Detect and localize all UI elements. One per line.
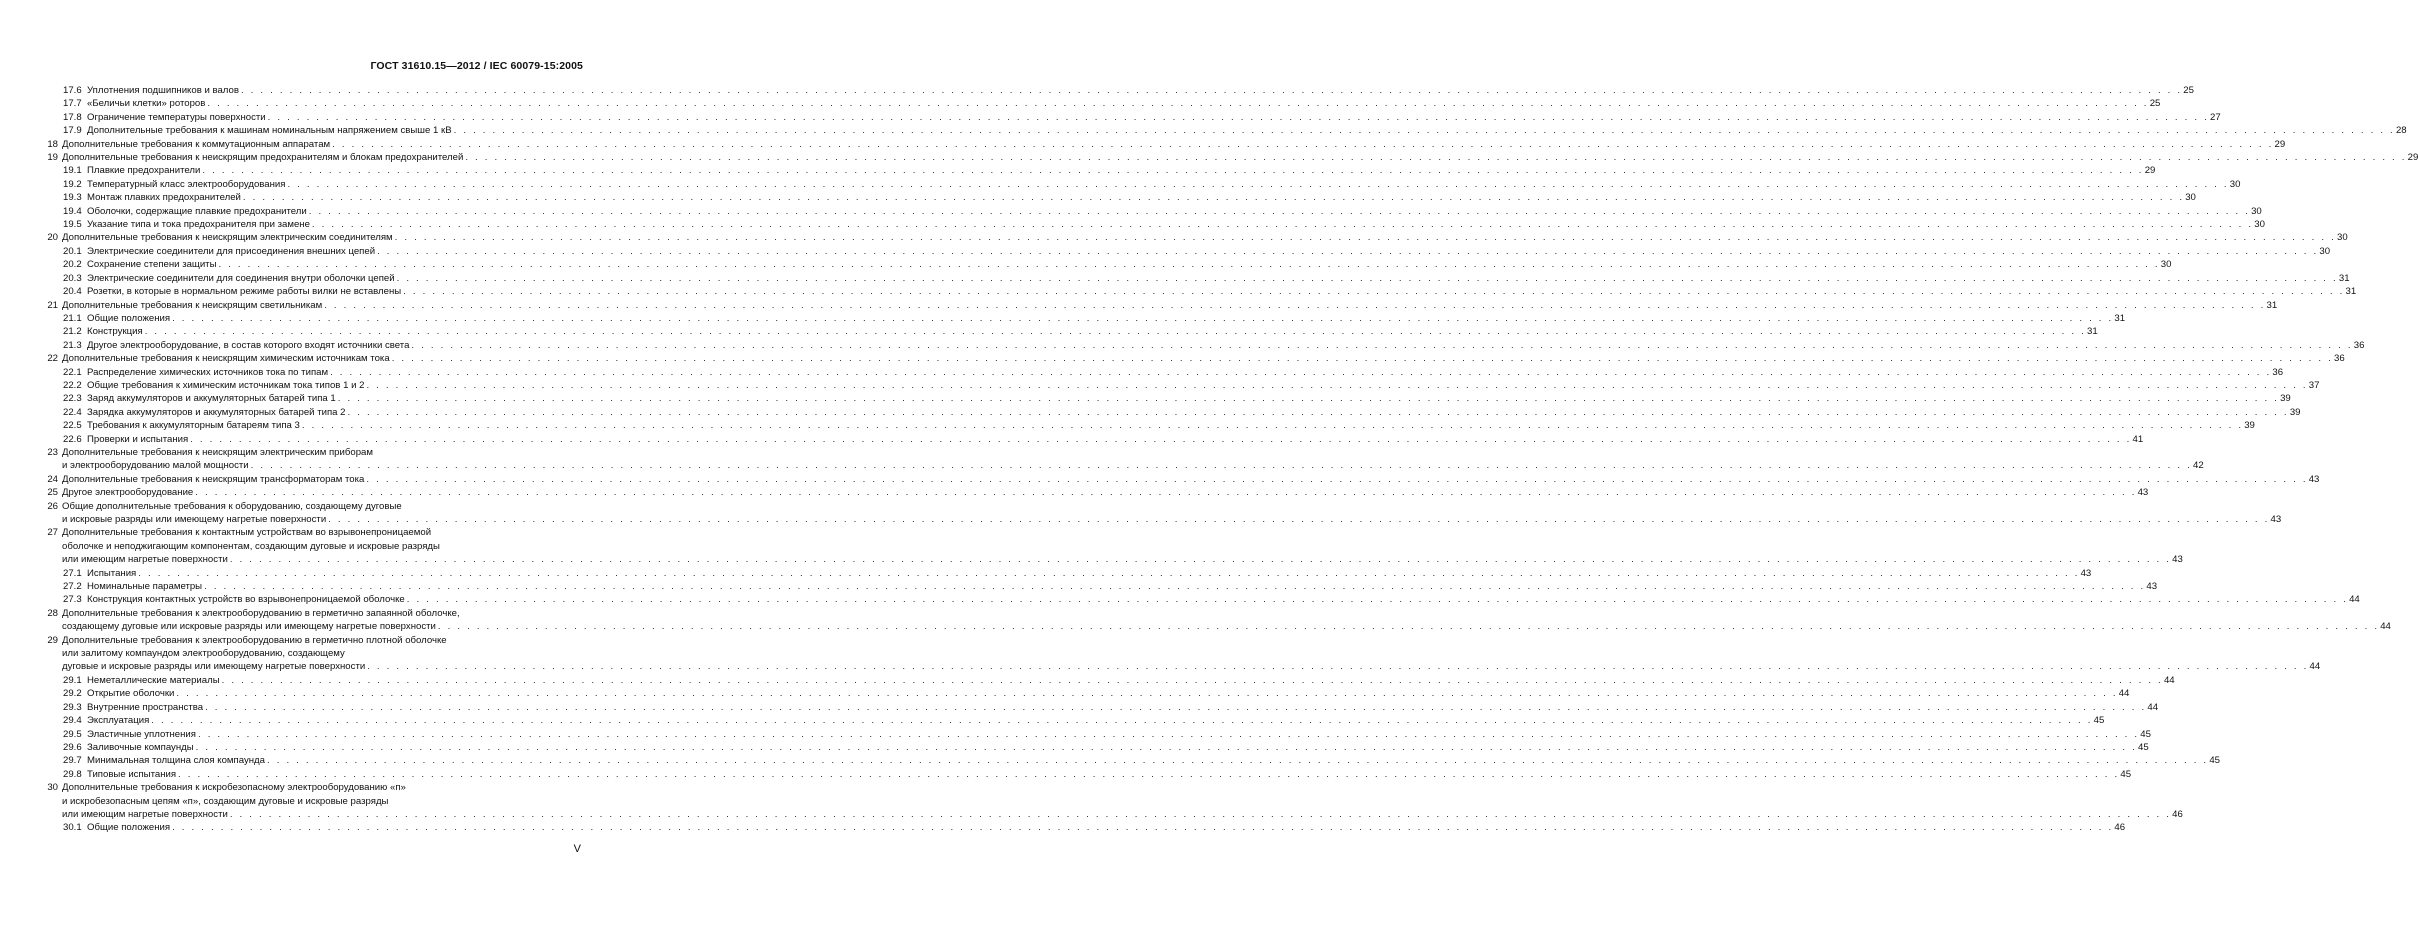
toc-entry-title-line: Дополнительные требования к коммутационным аппаратам: [62, 138, 331, 150]
toc-entry-title-line: Дополнительные требования к неискрящим электрическим соединителям: [62, 232, 393, 244]
toc-entry-title-line: Заливочные компаунды: [87, 741, 194, 753]
toc-leader-dots: . . . . . . . . . . . . . . . . . . . . . . . . . . . . . . . . . . . . . . . . . . . . . . . . . . . . . . . . . . . . . . . . . . . . . . . . . . . . . . . . . . . . . . . . . . . . . . . . . . . . . . . . . . . . . . . . . . . . . . . . . . . . . . . . . . . . . . . . . . . . . . . . . . . . . . . . . . . . . . . . . . . . . . . . . . . . . . . . . . . . . . . . . . . . . . . . . . . . . . . .: [437, 621, 2380, 633]
toc-leader-dots: . . . . . . . . . . . . . . . . . . . . . . . . . . . . . . . . . . . . . . . . . . . . . . . . . . . . . . . . . . . . . . . . . . . . . . . . . . . . . . . . . . . . . . . . . . . . . . . . . . . . . . . . . . . . . . . . . . . . . . . . . . . . . . . . . . . . . . . . . . . . . . . . . . . . . . . . . . . . . . . . . . . . . . . . . . . . . . . . . . . . . . . . . . . . . . . . . . . . . . . .: [465, 152, 2407, 164]
toc-entry: [38, 473, 2320, 486]
toc-entry-title-line: Электрические соединители для соединения внутри оболочки цепей: [87, 272, 395, 284]
toc-entry: [38, 754, 2220, 767]
toc-entry-page: 29: [2144, 165, 2156, 177]
toc-entry-title-line: и искровые разряды или имеющему нагретые поверхности: [62, 514, 327, 525]
toc-entry: [38, 580, 2158, 593]
toc-entry-number: 19.3: [63, 192, 82, 204]
toc-entry: [38, 84, 2194, 97]
toc-entry-page: 37: [2308, 379, 2320, 391]
toc-entry: [38, 768, 2132, 781]
toc-leader-dots: . . . . . . . . . . . . . . . . . . . . . . . . . . . . . . . . . . . . . . . . . . . . . . . . . . . . . . . . . . . . . . . . . . . . . . . . . . . . . . . . . . . . . . . . . . . . . . . . . . . . . . . . . . . . . . . . . . . . . . . . . . . . . . . . . . . . . . . . . . . . . . . . . . . . . . . . . . . . . . . . . . . . . . . . . . . . . . . . . . . . . . . . . . . . . . . . . . . . . . . .: [332, 138, 2274, 150]
toc-entry-page: 31: [2087, 326, 2098, 338]
toc-leader-dots: . . . . . . . . . . . . . . . . . . . . . . . . . . . . . . . . . . . . . . . . . . . . . . . . . . . . . . . . . . . . . . . . . . . . . . . . . . . . . . . . . . . . . . . . . . . . . . . . . . . . . . . . . . . . . . . . . . . . . . . . . . . . . . . . . . . . . . . . . . . . . . . . . . . . . . . . . . . . . . . . . . . . . . . . . . . . . . . . . . . . . . . . . . . . . . . . . . . . . . . .: [308, 205, 2251, 217]
toc-entry-page: 31: [2338, 272, 2350, 284]
toc-leader-dots: . . . . . . . . . . . . . . . . . . . . . . . . . . . . . . . . . . . . . . . . . . . . . . . . . . . . . . . . . . . . . . . . . . . . . . . . . . . . . . . . . . . . . . . . . . . . . . . . . . . . . . . . . . . . . . . . . . . . . . . . . . . . . . . . . . . . . . . . . . . . . . . . . . . . . . . . . . . . . . . . . . . . . . . . . . . . . . . . . . . . . . . . . . . . . . . . . . . . . . . .: [178, 768, 2120, 780]
toc-leader-dots: . . . . . . . . . . . . . . . . . . . . . . . . . . . . . . . . . . . . . . . . . . . . . . . . . . . . . . . . . . . . . . . . . . . . . . . . . . . . . . . . . . . . . . . . . . . . . . . . . . . . . . . . . . . . . . . . . . . . . . . . . . . . . . . . . . . . . . . . . . . . . . . . . . . . . . . . . . . . . . . . . . . . . . . . . . . . . . . . . . . . . . . . . . . . . . . . . . . . . . . .: [229, 554, 2172, 566]
toc-leader-dots: . . . . . . . . . . . . . . . . . . . . . . . . . . . . . . . . . . . . . . . . . . . . . . . . . . . . . . . . . . . . . . . . . . . . . . . . . . . . . . . . . . . . . . . . . . . . . . . . . . . . . . . . . . . . . . . . . . . . . . . . . . . . . . . . . . . . . . . . . . . . . . . . . . . . . . . . . . . . . . . . . . . . . . . . . . . . . . . . . . . . . . . . . . . . . . . . . . . . . . . .: [394, 232, 2336, 244]
toc-leader-dots: . . . . . . . . . . . . . . . . . . . . . . . . . . . . . . . . . . . . . . . . . . . . . . . . . . . . . . . . . . . . . . . . . . . . . . . . . . . . . . . . . . . . . . . . . . . . . . . . . . . . . . . . . . . . . . . . . . . . . . . . . . . . . . . . . . . . . . . . . . . . . . . . . . . . . . . . . . . . . . . . . . . . . . . . . . . . . . . . . . . . . . . . . . . . . . . . . . . . . . . .: [144, 326, 2087, 338]
toc-entry-number: 29.8: [63, 768, 82, 780]
toc-entry-number: 27.2: [63, 581, 82, 593]
toc-entry-page: 31: [2266, 299, 2278, 311]
toc-leader-dots: . . . . . . . . . . . . . . . . . . . . . . . . . . . . . . . . . . . . . . . . . . . . . . . . . . . . . . . . . . . . . . . . . . . . . . . . . . . . . . . . . . . . . . . . . . . . . . . . . . . . . . . . . . . . . . . . . . . . . . . . . . . . . . . . . . . . . . . . . . . . . . . . . . . . . . . . . . . . . . . . . . . . . . . . . . . . . . . . . . . . . . . . . . . . . . . . . . . . . . . .: [190, 433, 2132, 445]
toc-entry: [38, 728, 2151, 741]
toc-leader-dots: . . . . . . . . . . . . . . . . . . . . . . . . . . . . . . . . . . . . . . . . . . . . . . . . . . . . . . . . . . . . . . . . . . . . . . . . . . . . . . . . . . . . . . . . . . . . . . . . . . . . . . . . . . . . . . . . . . . . . . . . . . . . . . . . . . . . . . . . . . . . . . . . . . . . . . . . . . . . . . . . . . . . . . . . . . . . . . . . . . . . . . . . . . . . . . . . . . . . . . . .: [197, 728, 2140, 740]
toc-entry-page: 43: [2172, 554, 2183, 566]
toc-entry-title-line: Дополнительные требования к искробезопасному электрооборудованию «п»: [62, 782, 406, 794]
toc-entry-number: 20.2: [63, 259, 82, 271]
toc-entry: [38, 218, 2265, 231]
toc-entry-page: 25: [2183, 85, 2194, 96]
toc-entry-page: 39: [2280, 393, 2291, 405]
toc-entry-title-line: Общие дополнительные требования к оборудованию, создающему дуговые: [62, 500, 402, 512]
toc-leader-dots: . . . . . . . . . . . . . . . . . . . . . . . . . . . . . . . . . . . . . . . . . . . . . . . . . . . . . . . . . . . . . . . . . . . . . . . . . . . . . . . . . . . . . . . . . . . . . . . . . . . . . . . . . . . . . . . . . . . . . . . . . . . . . . . . . . . . . . . . . . . . . . . . . . . . . . . . . . . . . . . . . . . . . . . . . . . . . . . . . . . . . . . . . . . . . . . . . . . . . . . .: [324, 299, 2266, 311]
toc-entry-number: 20: [47, 232, 58, 244]
toc-entry-number: 22.3: [63, 393, 82, 405]
toc-entry: [38, 821, 2126, 834]
toc-leader-dots: . . . . . . . . . . . . . . . . . . . . . . . . . . . . . . . . . . . . . . . . . . . . . . . . . . . . . . . . . . . . . . . . . . . . . . . . . . . . . . . . . . . . . . . . . . . . . . . . . . . . . . . . . . . . . . . . . . . . . . . . . . . . . . . . . . . . . . . . . . . . . . . . . . . . . . . . . . . . . . . . . . . . . . . . . . . . . . . . . . . . . . . . . . . . . . . . . . . . . . . .: [229, 808, 2172, 820]
toc-leader-dots: . . . . . . . . . . . . . . . . . . . . . . . . . . . . . . . . . . . . . . . . . . . . . . . . . . . . . . . . . . . . . . . . . . . . . . . . . . . . . . . . . . . . . . . . . . . . . . . . . . . . . . . . . . . . . . . . . . . . . . . . . . . . . . . . . . . . . . . . . . . . . . . . . . . . . . . . . . . . . . . . . . . . . . . . . . . . . . . . . . . . . . . . . . . . . . . . . . . . . . . .: [205, 701, 2147, 713]
toc-entry-page: 44: [2118, 688, 2130, 700]
toc-entry-title-line: или залитому компаундом электрооборудованию, создающему: [62, 648, 345, 660]
toc-entry-page: 31: [2114, 312, 2126, 324]
toc-leader-dots: . . . . . . . . . . . . . . . . . . . . . . . . . . . . . . . . . . . . . . . . . . . . . . . . . . . . . . . . . . . . . . . . . . . . . . . . . . . . . . . . . . . . . . . . . . . . . . . . . . . . . . . . . . . . . . . . . . . . . . . . . . . . . . . . . . . . . . . . . . . . . . . . . . . . . . . . . . . . . . . . . . . . . . . . . . . . . . . . . . . . . . . . . . . . . . . . . . . . . . . .: [267, 111, 2209, 123]
toc-entry-page: 44: [2163, 674, 2175, 686]
toc-entry-title-line: Дополнительные требования к неискрящим химическим источникам тока: [62, 353, 390, 365]
toc-entry-number: 30.1: [63, 822, 82, 834]
toc-entry-title-line: Испытания: [87, 567, 137, 579]
toc-entry-number: 19: [47, 152, 58, 164]
toc-entry-title-line: Оболочки, содержащие плавкие предохранители: [87, 205, 307, 217]
toc-entry: [38, 97, 2161, 110]
toc-entry-page: 29: [2274, 138, 2286, 150]
toc-entry-page: 36: [2353, 339, 2365, 351]
toc-entry: [38, 151, 2418, 164]
toc-entry-title-line: Конструкция: [87, 326, 143, 338]
toc-leader-dots: . . . . . . . . . . . . . . . . . . . . . . . . . . . . . . . . . . . . . . . . . . . . . . . . . . . . . . . . . . . . . . . . . . . . . . . . . . . . . . . . . . . . . . . . . . . . . . . . . . . . . . . . . . . . . . . . . . . . . . . . . . . . . . . . . . . . . . . . . . . . . . . . . . . . . . . . . . . . . . . . . . . . . . . . . . . . . . . . . . . . . . . . . . . . . . . . . . . . . . . .: [301, 420, 2244, 432]
toc-entry-page: 30: [2185, 192, 2196, 204]
toc-entry-page: 36: [2334, 353, 2345, 365]
toc-entry-title-line: Ограничение температуры поверхности: [87, 111, 266, 123]
toc-entry-page: 43: [2080, 567, 2092, 579]
toc-entry-title-line: Дополнительные требования к неискрящим электрическим приборам: [62, 446, 373, 458]
toc-leader-dots: . . . . . . . . . . . . . . . . . . . . . . . . . . . . . . . . . . . . . . . . . . . . . . . . . . . . . . . . . . . . . . . . . . . . . . . . . . . . . . . . . . . . . . . . . . . . . . . . . . . . . . . . . . . . . . . . . . . . . . . . . . . . . . . . . . . . . . . . . . . . . . . . . . . . . . . . . . . . . . . . . . . . . . . . . . . . . . . . . . . . . . . . . . . . . . . . . . . . . . . .: [367, 661, 2309, 673]
toc-entry-page: 44: [2309, 661, 2321, 673]
toc-leader-dots: . . . . . . . . . . . . . . . . . . . . . . . . . . . . . . . . . . . . . . . . . . . . . . . . . . . . . . . . . . . . . . . . . . . . . . . . . . . . . . . . . . . . . . . . . . . . . . . . . . . . . . . . . . . . . . . . . . . . . . . . . . . . . . . . . . . . . . . . . . . . . . . . . . . . . . . . . . . . . . . . . . . . . . . . . . . . . . . . . . . . . . . . . . . . . . . . . . . . . . . .: [172, 312, 2114, 324]
toc-entry: [38, 245, 2331, 258]
toc-entry-number: 28: [47, 607, 58, 619]
toc-entry-page: 44: [2349, 594, 2360, 606]
toc-leader-dots: . . . . . . . . . . . . . . . . . . . . . . . . . . . . . . . . . . . . . . . . . . . . . . . . . . . . . . . . . . . . . . . . . . . . . . . . . . . . . . . . . . . . . . . . . . . . . . . . . . . . . . . . . . . . . . . . . . . . . . . . . . . . . . . . . . . . . . . . . . . . . . . . . . . . . . . . . . . . . . . . . . . . . . . . . . . . . . . . . . . . . . . . . . . . . . . . . . . . . . . .: [266, 755, 2209, 767]
toc-entry-page: 25: [2149, 98, 2161, 110]
toc-entry: [38, 352, 2345, 365]
toc-leader-dots: . . . . . . . . . . . . . . . . . . . . . . . . . . . . . . . . . . . . . . . . . . . . . . . . . . . . . . . . . . . . . . . . . . . . . . . . . . . . . . . . . . . . . . . . . . . . . . . . . . . . . . . . . . . . . . . . . . . . . . . . . . . . . . . . . . . . . . . . . . . . . . . . . . . . . . . . . . . . . . . . . . . . . . . . . . . . . . . . . . . . . . . . . . . . . . . . . . . . . . . .: [207, 98, 2149, 110]
toc-entry: [38, 419, 2255, 432]
toc-entry: [38, 634, 2321, 674]
toc-entry-number: 17.9: [63, 125, 82, 137]
toc-entry-title-line: Температурный класс электрооборудования: [87, 178, 286, 190]
toc-entry-page: 42: [2193, 460, 2204, 472]
toc-entry-number: 19.2: [63, 178, 82, 190]
toc-entry-number: 21.3: [63, 339, 82, 351]
toc-entry: [38, 205, 2262, 218]
toc-entry-title-line: Плавкие предохранители: [87, 165, 201, 177]
toc-entry-title-line: Проверки и испытания: [87, 433, 189, 445]
toc-entry-title-line: Указание типа и тока предохранителя при замене: [87, 219, 310, 231]
toc-entry-title-line: Дополнительные требования к электрооборудованию в герметично запаянной оболочке,: [62, 607, 460, 619]
toc-entry: [38, 299, 2278, 312]
toc-entry-page: 45: [2140, 728, 2151, 740]
toc-entry-number: 29.1: [63, 674, 82, 686]
toc-entry: [38, 741, 2149, 754]
toc-leader-dots: . . . . . . . . . . . . . . . . . . . . . . . . . . . . . . . . . . . . . . . . . . . . . . . . . . . . . . . . . . . . . . . . . . . . . . . . . . . . . . . . . . . . . . . . . . . . . . . . . . . . . . . . . . . . . . . . . . . . . . . . . . . . . . . . . . . . . . . . . . . . . . . . . . . . . . . . . . . . . . . . . . . . . . . . . . . . . . . . . . . . . . . . . . . . . . . . . . . . . . . .: [221, 674, 2163, 686]
toc-entry-page: 45: [2093, 715, 2105, 727]
toc-entry-page: 44: [2380, 621, 2391, 633]
toc-leader-dots: . . . . . . . . . . . . . . . . . . . . . . . . . . . . . . . . . . . . . . . . . . . . . . . . . . . . . . . . . . . . . . . . . . . . . . . . . . . . . . . . . . . . . . . . . . . . . . . . . . . . . . . . . . . . . . . . . . . . . . . . . . . . . . . . . . . . . . . . . . . . . . . . . . . . . . . . . . . . . . . . . . . . . . . . . . . . . . . . . . . . . . . . . . . . . . . . . . . . . . . .: [396, 272, 2338, 284]
toc-entry-number: 22.5: [63, 420, 82, 432]
toc-entry-number: 25: [47, 487, 58, 499]
toc-entry-page: 45: [2120, 768, 2132, 780]
toc-entry-number: 29.7: [63, 755, 82, 767]
toc-entry: [38, 325, 2098, 338]
toc-leader-dots: . . . . . . . . . . . . . . . . . . . . . . . . . . . . . . . . . . . . . . . . . . . . . . . . . . . . . . . . . . . . . . . . . . . . . . . . . . . . . . . . . . . . . . . . . . . . . . . . . . . . . . . . . . . . . . . . . . . . . . . . . . . . . . . . . . . . . . . . . . . . . . . . . . . . . . . . . . . . . . . . . . . . . . . . . . . . . . . . . . . . . . . . . . . . . . . . . . . . . . . .: [406, 594, 2349, 606]
toc-entry-title-line: Зарядка аккумуляторов и аккумуляторных батарей типа 2: [87, 406, 346, 418]
toc-entry-page: 30: [2336, 232, 2348, 244]
toc-entry-page: 36: [2272, 366, 2284, 378]
toc-entry-number: 22.4: [63, 406, 82, 418]
toc-entry-number: 27.1: [63, 567, 82, 579]
toc-entry-number: 21.1: [63, 312, 82, 324]
toc-entry-number: 23: [47, 446, 58, 458]
toc-leader-dots: . . . . . . . . . . . . . . . . . . . . . . . . . . . . . . . . . . . . . . . . . . . . . . . . . . . . . . . . . . . . . . . . . . . . . . . . . . . . . . . . . . . . . . . . . . . . . . . . . . . . . . . . . . . . . . . . . . . . . . . . . . . . . . . . . . . . . . . . . . . . . . . . . . . . . . . . . . . . . . . . . . . . . . . . . . . . . . . . . . . . . . . . . . . . . . . . . . . . . . . .: [337, 393, 2280, 405]
page-number: V: [573, 843, 581, 855]
toc-entry-title-line: Другое электрооборудование: [62, 487, 194, 499]
toc-entry-page: 46: [2114, 822, 2126, 834]
toc-entry-title-line: Дополнительные требования к неискрящим светильникам: [62, 299, 323, 311]
toc-entry-number: 20.1: [63, 245, 82, 257]
toc-entry-page: 30: [2251, 205, 2262, 217]
toc-entry-title-line: и искробезопасным цепям «п», создающим дуговые и искровые разряды: [62, 795, 389, 807]
toc-entry-number: 19.5: [63, 219, 82, 231]
toc-entry-number: 29.4: [63, 715, 82, 727]
toc-entry-title-line: «Беличьи клетки» роторов: [87, 98, 206, 110]
toc-leader-dots: . . . . . . . . . . . . . . . . . . . . . . . . . . . . . . . . . . . . . . . . . . . . . . . . . . . . . . . . . . . . . . . . . . . . . . . . . . . . . . . . . . . . . . . . . . . . . . . . . . . . . . . . . . . . . . . . . . . . . . . . . . . . . . . . . . . . . . . . . . . . . . . . . . . . . . . . . . . . . . . . . . . . . . . . . . . . . . . . . . . . . . . . . . . . . . . . . . . . . . . .: [242, 192, 2185, 204]
toc-entry-title-line: дуговые и искровые разряды или имеющему нагретые поверхности: [62, 661, 366, 673]
toc-entry-title-line: Дополнительные требования к неискрящим трансформаторам тока: [62, 473, 365, 485]
toc-entry-page: 29: [2407, 152, 2418, 164]
toc-leader-dots: . . . . . . . . . . . . . . . . . . . . . . . . . . . . . . . . . . . . . . . . . . . . . . . . . . . . . . . . . . . . . . . . . . . . . . . . . . . . . . . . . . . . . . . . . . . . . . . . . . . . . . . . . . . . . . . . . . . . . . . . . . . . . . . . . . . . . . . . . . . . . . . . . . . . . . . . . . . . . . . . . . . . . . . . . . . . . . . . . . . . . . . . . . . . . . . . . . . . . . . .: [204, 581, 2146, 593]
toc-leader-dots: . . . . . . . . . . . . . . . . . . . . . . . . . . . . . . . . . . . . . . . . . . . . . . . . . . . . . . . . . . . . . . . . . . . . . . . . . . . . . . . . . . . . . . . . . . . . . . . . . . . . . . . . . . . . . . . . . . . . . . . . . . . . . . . . . . . . . . . . . . . . . . . . . . . . . . . . . . . . . . . . . . . . . . . . . . . . . . . . . . . . . . . . . . . . . . . . . . . . . . . .: [330, 366, 2272, 378]
toc-entry-title-line: Электрические соединители для присоединения внешних цепей: [87, 245, 376, 257]
toc-leader-dots: . . . . . . . . . . . . . . . . . . . . . . . . . . . . . . . . . . . . . . . . . . . . . . . . . . . . . . . . . . . . . . . . . . . . . . . . . . . . . . . . . . . . . . . . . . . . . . . . . . . . . . . . . . . . . . . . . . . . . . . . . . . . . . . . . . . . . . . . . . . . . . . . . . . . . . . . . . . . . . . . . . . . . . . . . . . . . . . . . . . . . . . . . . . . . . . . . . . . . . . .: [347, 406, 2289, 418]
toc-entry-number: 29.3: [63, 701, 82, 713]
toc-entry-title-line: Общие положения: [87, 822, 171, 834]
toc-entry-title-line: Монтаж плавких предохранителей: [87, 192, 241, 204]
toc-entry-title-line: Общие требования к химическим источникам тока типов 1 и 2: [87, 379, 365, 391]
toc-entry-title-line: Типовые испытания: [87, 768, 177, 780]
toc-entry: [38, 178, 2241, 191]
toc-leader-dots: . . . . . . . . . . . . . . . . . . . . . . . . . . . . . . . . . . . . . . . . . . . . . . . . . . . . . . . . . . . . . . . . . . . . . . . . . . . . . . . . . . . . . . . . . . . . . . . . . . . . . . . . . . . . . . . . . . . . . . . . . . . . . . . . . . . . . . . . . . . . . . . . . . . . . . . . . . . . . . . . . . . . . . . . . . . . . . . . . . . . . . . . . . . . . . . . . . . . . . . .: [328, 514, 2270, 525]
page-header: ГОСТ 31610.15—2012 / IEC 60079-15:2005: [370, 60, 583, 72]
toc-entry-title-line: или имеющим нагретые поверхности: [62, 554, 228, 566]
toc-entry-page: 27: [2209, 111, 2221, 123]
toc-leader-dots: . . . . . . . . . . . . . . . . . . . . . . . . . . . . . . . . . . . . . . . . . . . . . . . . . . . . . . . . . . . . . . . . . . . . . . . . . . . . . . . . . . . . . . . . . . . . . . . . . . . . . . . . . . . . . . . . . . . . . . . . . . . . . . . . . . . . . . . . . . . . . . . . . . . . . . . . . . . . . . . . . . . . . . . . . . . . . . . . . . . . . . . . . . . . . . . . . . . . . . . .: [176, 688, 2118, 700]
toc-leader-dots: . . . . . . . . . . . . . . . . . . . . . . . . . . . . . . . . . . . . . . . . . . . . . . . . . . . . . . . . . . . . . . . . . . . . . . . . . . . . . . . . . . . . . . . . . . . . . . . . . . . . . . . . . . . . . . . . . . . . . . . . . . . . . . . . . . . . . . . . . . . . . . . . . . . . . . . . . . . . . . . . . . . . . . . . . . . . . . . . . . . . . . . . . . . . . . . . . . . . . . . .: [377, 245, 2319, 257]
toc-entry: [38, 392, 2291, 405]
toc-entry-page: 46: [2172, 808, 2183, 820]
toc-entry-number: 18: [47, 138, 58, 150]
toc-entry-number: 30: [47, 782, 58, 794]
toc-entry-number: 17.6: [63, 85, 82, 96]
toc-entry-title-line: Дополнительные требования к электрооборудованию в герметично плотной оболочке: [62, 634, 447, 646]
toc-entry: [38, 674, 2175, 687]
toc-entry-number: 24: [47, 473, 58, 485]
toc-entry: [38, 164, 2156, 177]
toc-entry-page: 30: [2319, 245, 2331, 257]
toc-entry-page: 39: [2244, 420, 2255, 432]
toc-entry-title-line: оболочке и неподжигающим компонентам, создающим дуговые и искровые разряды: [62, 540, 440, 552]
toc-entry-title-line: создающему дуговые или искровые разряды или имеющему нагретые поверхности: [62, 621, 436, 633]
toc-entry-title-line: Минимальная толщина слоя компаунда: [87, 755, 265, 767]
toc-entry-title-line: Номинальные параметры: [87, 581, 203, 593]
toc-entry-title-line: Требования к аккумуляторным батареям типа 3: [87, 420, 300, 432]
toc-entry-number: 22: [47, 353, 58, 365]
toc-entry-number: 17.7: [63, 98, 82, 110]
toc-entry-page: 28: [2395, 125, 2407, 137]
toc-entry: [38, 486, 2149, 499]
table-of-contents: [38, 84, 2418, 835]
toc-entry: [38, 366, 2284, 379]
toc-leader-dots: . . . . . . . . . . . . . . . . . . . . . . . . . . . . . . . . . . . . . . . . . . . . . . . . . . . . . . . . . . . . . . . . . . . . . . . . . . . . . . . . . . . . . . . . . . . . . . . . . . . . . . . . . . . . . . . . . . . . . . . . . . . . . . . . . . . . . . . . . . . . . . . . . . . . . . . . . . . . . . . . . . . . . . . . . . . . . . . . . . . . . . . . . . . . . . . . . . . . . . . .: [218, 259, 2160, 271]
toc-entry-title-line: Дополнительные требования к контактным устройствам во взрывонепроницаемой: [62, 527, 432, 539]
toc-entry-page: 43: [2270, 514, 2282, 525]
toc-entry: [38, 111, 2221, 124]
toc-leader-dots: . . . . . . . . . . . . . . . . . . . . . . . . . . . . . . . . . . . . . . . . . . . . . . . . . . . . . . . . . . . . . . . . . . . . . . . . . . . . . . . . . . . . . . . . . . . . . . . . . . . . . . . . . . . . . . . . . . . . . . . . . . . . . . . . . . . . . . . . . . . . . . . . . . . . . . . . . . . . . . . . . . . . . . . . . . . . . . . . . . . . . . . . . . . . . . . . . . . . . . . .: [391, 353, 2334, 365]
toc-entry-title-line: Распределение химических источников тока по типам: [87, 366, 329, 378]
toc-entry: [38, 339, 2365, 352]
toc-entry-title-line: Неметаллические материалы: [87, 674, 220, 686]
toc-leader-dots: . . . . . . . . . . . . . . . . . . . . . . . . . . . . . . . . . . . . . . . . . . . . . . . . . . . . . . . . . . . . . . . . . . . . . . . . . . . . . . . . . . . . . . . . . . . . . . . . . . . . . . . . . . . . . . . . . . . . . . . . . . . . . . . . . . . . . . . . . . . . . . . . . . . . . . . . . . . . . . . . . . . . . . . . . . . . . . . . . . . . . . . . . . . . . . . . . . . . . . . .: [195, 487, 2137, 499]
toc-entry-page: 31: [2345, 286, 2357, 298]
toc-entry-page: 45: [2209, 755, 2220, 767]
toc-entry-number: 21.2: [63, 326, 82, 338]
toc-leader-dots: . . . . . . . . . . . . . . . . . . . . . . . . . . . . . . . . . . . . . . . . . . . . . . . . . . . . . . . . . . . . . . . . . . . . . . . . . . . . . . . . . . . . . . . . . . . . . . . . . . . . . . . . . . . . . . . . . . . . . . . . . . . . . . . . . . . . . . . . . . . . . . . . . . . . . . . . . . . . . . . . . . . . . . . . . . . . . . . . . . . . . . . . . . . . . . . . . . . . . . . .: [311, 219, 2254, 231]
toc-entry-page: 41: [2132, 433, 2144, 445]
toc-entry-page: 30: [2254, 219, 2265, 231]
toc-entry: [38, 191, 2196, 204]
toc-entry: [38, 567, 2092, 580]
toc-leader-dots: . . . . . . . . . . . . . . . . . . . . . . . . . . . . . . . . . . . . . . . . . . . . . . . . . . . . . . . . . . . . . . . . . . . . . . . . . . . . . . . . . . . . . . . . . . . . . . . . . . . . . . . . . . . . . . . . . . . . . . . . . . . . . . . . . . . . . . . . . . . . . . . . . . . . . . . . . . . . . . . . . . . . . . . . . . . . . . . . . . . . . . . . . . . . . . . . . . . . . . . .: [403, 286, 2345, 298]
toc-entry-number: 19.1: [63, 165, 82, 177]
toc-entry: [38, 312, 2126, 325]
toc-entry: [38, 433, 2144, 446]
toc-entry: [38, 500, 2282, 527]
toc-entry: [38, 272, 2350, 285]
toc-entry: [38, 607, 2391, 634]
toc-leader-dots: . . . . . . . . . . . . . . . . . . . . . . . . . . . . . . . . . . . . . . . . . . . . . . . . . . . . . . . . . . . . . . . . . . . . . . . . . . . . . . . . . . . . . . . . . . . . . . . . . . . . . . . . . . . . . . . . . . . . . . . . . . . . . . . . . . . . . . . . . . . . . . . . . . . . . . . . . . . . . . . . . . . . . . . . . . . . . . . . . . . . . . . . . . . . . . . . . . . . . . . .: [287, 178, 2229, 190]
toc-entry-page: 43: [2308, 473, 2320, 485]
toc-entry-number: 27.3: [63, 594, 82, 606]
toc-entry-number: 29.2: [63, 688, 82, 700]
toc-entry: [38, 258, 2172, 271]
toc-entry: [38, 781, 2183, 821]
toc-entry-page: 43: [2146, 581, 2158, 593]
toc-entry-number: 29.5: [63, 728, 82, 740]
toc-entry-page: 30: [2229, 178, 2241, 190]
toc-leader-dots: . . . . . . . . . . . . . . . . . . . . . . . . . . . . . . . . . . . . . . . . . . . . . . . . . . . . . . . . . . . . . . . . . . . . . . . . . . . . . . . . . . . . . . . . . . . . . . . . . . . . . . . . . . . . . . . . . . . . . . . . . . . . . . . . . . . . . . . . . . . . . . . . . . . . . . . . . . . . . . . . . . . . . . . . . . . . . . . . . . . . . . . . . . . . . . . . . . . . . . . .: [250, 460, 2192, 472]
toc-entry-number: 22.1: [63, 366, 82, 378]
toc-leader-dots: . . . . . . . . . . . . . . . . . . . . . . . . . . . . . . . . . . . . . . . . . . . . . . . . . . . . . . . . . . . . . . . . . . . . . . . . . . . . . . . . . . . . . . . . . . . . . . . . . . . . . . . . . . . . . . . . . . . . . . . . . . . . . . . . . . . . . . . . . . . . . . . . . . . . . . . . . . . . . . . . . . . . . . . . . . . . . . . . . . . . . . . . . . . . . . . . . . . . . . . .: [151, 715, 2093, 727]
toc-entry: [38, 124, 2407, 137]
toc-leader-dots: . . . . . . . . . . . . . . . . . . . . . . . . . . . . . . . . . . . . . . . . . . . . . . . . . . . . . . . . . . . . . . . . . . . . . . . . . . . . . . . . . . . . . . . . . . . . . . . . . . . . . . . . . . . . . . . . . . . . . . . . . . . . . . . . . . . . . . . . . . . . . . . . . . . . . . . . . . . . . . . . . . . . . . . . . . . . . . . . . . . . . . . . . . . . . . . . . . . . . . . .: [240, 85, 2183, 96]
toc-entry-title-line: Дополнительные требования к машинам номинальным напряжением свыше 1 кВ: [87, 125, 452, 137]
toc-leader-dots: . . . . . . . . . . . . . . . . . . . . . . . . . . . . . . . . . . . . . . . . . . . . . . . . . . . . . . . . . . . . . . . . . . . . . . . . . . . . . . . . . . . . . . . . . . . . . . . . . . . . . . . . . . . . . . . . . . . . . . . . . . . . . . . . . . . . . . . . . . . . . . . . . . . . . . . . . . . . . . . . . . . . . . . . . . . . . . . . . . . . . . . . . . . . . . . . . . . . . . . .: [411, 339, 2353, 351]
toc-entry: [38, 701, 2159, 714]
toc-entry-title-line: Уплотнения подшипников и валов: [87, 85, 239, 96]
toc-entry-title-line: Общие положения: [87, 312, 171, 324]
toc-entry-title-line: Другое электрооборудование, в состав которого входят источники света: [87, 339, 410, 351]
toc-entry: [38, 285, 2357, 298]
toc-entry-title-line: Сохранение степени защиты: [87, 259, 217, 271]
toc-entry: [38, 446, 2204, 473]
toc-entry-title-line: Заряд аккумуляторов и аккумуляторных батарей типа 1: [87, 393, 336, 405]
toc-entry-title-line: Розетки, в которые в нормальном режиме работы вилки не вставлены: [87, 286, 402, 298]
toc-leader-dots: . . . . . . . . . . . . . . . . . . . . . . . . . . . . . . . . . . . . . . . . . . . . . . . . . . . . . . . . . . . . . . . . . . . . . . . . . . . . . . . . . . . . . . . . . . . . . . . . . . . . . . . . . . . . . . . . . . . . . . . . . . . . . . . . . . . . . . . . . . . . . . . . . . . . . . . . . . . . . . . . . . . . . . . . . . . . . . . . . . . . . . . . . . . . . . . . . . . . . . . .: [138, 567, 2080, 579]
toc-entry-title-line: Эластичные уплотнения: [87, 728, 196, 740]
toc-entry-number: 20.3: [63, 272, 82, 284]
toc-entry: [38, 687, 2130, 700]
toc-leader-dots: . . . . . . . . . . . . . . . . . . . . . . . . . . . . . . . . . . . . . . . . . . . . . . . . . . . . . . . . . . . . . . . . . . . . . . . . . . . . . . . . . . . . . . . . . . . . . . . . . . . . . . . . . . . . . . . . . . . . . . . . . . . . . . . . . . . . . . . . . . . . . . . . . . . . . . . . . . . . . . . . . . . . . . . . . . . . . . . . . . . . . . . . . . . . . . . . . . . . . . . .: [366, 473, 2308, 485]
toc-entry-page: 39: [2289, 406, 2301, 418]
toc-entry-title-line: или имеющим нагретые поверхности: [62, 808, 228, 820]
toc-entry: [38, 406, 2301, 419]
toc-entry-number: 29: [47, 634, 58, 646]
toc-leader-dots: . . . . . . . . . . . . . . . . . . . . . . . . . . . . . . . . . . . . . . . . . . . . . . . . . . . . . . . . . . . . . . . . . . . . . . . . . . . . . . . . . . . . . . . . . . . . . . . . . . . . . . . . . . . . . . . . . . . . . . . . . . . . . . . . . . . . . . . . . . . . . . . . . . . . . . . . . . . . . . . . . . . . . . . . . . . . . . . . . . . . . . . . . . . . . . . . . . . . . . . .: [202, 165, 2144, 177]
toc-entry-number: 22.6: [63, 433, 82, 445]
toc-leader-dots: . . . . . . . . . . . . . . . . . . . . . . . . . . . . . . . . . . . . . . . . . . . . . . . . . . . . . . . . . . . . . . . . . . . . . . . . . . . . . . . . . . . . . . . . . . . . . . . . . . . . . . . . . . . . . . . . . . . . . . . . . . . . . . . . . . . . . . . . . . . . . . . . . . . . . . . . . . . . . . . . . . . . . . . . . . . . . . . . . . . . . . . . . . . . . . . . . . . . . . . .: [195, 741, 2137, 753]
toc-entry-title-line: Конструкция контактных устройств во взрывонепроницаемой оболочке: [87, 594, 405, 606]
toc-entry-number: 22.2: [63, 379, 82, 391]
toc-entry-page: 30: [2160, 259, 2172, 271]
toc-entry: [38, 593, 2360, 606]
toc-entry-number: 29.6: [63, 741, 82, 753]
toc-leader-dots: . . . . . . . . . . . . . . . . . . . . . . . . . . . . . . . . . . . . . . . . . . . . . . . . . . . . . . . . . . . . . . . . . . . . . . . . . . . . . . . . . . . . . . . . . . . . . . . . . . . . . . . . . . . . . . . . . . . . . . . . . . . . . . . . . . . . . . . . . . . . . . . . . . . . . . . . . . . . . . . . . . . . . . . . . . . . . . . . . . . . . . . . . . . . . . . . . . . . . . . .: [172, 822, 2114, 834]
toc-entry-title-line: Дополнительные требования к неискрящим предохранителям и блокам предохранителей: [62, 152, 464, 164]
toc-entry-title-line: Внутренние пространства: [87, 701, 204, 713]
toc-entry: [38, 379, 2320, 392]
toc-entry-page: 44: [2147, 701, 2159, 713]
toc-entry-title-line: Эксплуатация: [87, 715, 150, 727]
toc-entry-title-line: и электрооборудованию малой мощности: [62, 460, 249, 472]
toc-entry: [38, 231, 2348, 244]
toc-entry-page: 43: [2137, 487, 2149, 499]
toc-entry-number: 20.4: [63, 286, 82, 298]
toc-entry-page: 45: [2137, 741, 2149, 753]
toc-leader-dots: . . . . . . . . . . . . . . . . . . . . . . . . . . . . . . . . . . . . . . . . . . . . . . . . . . . . . . . . . . . . . . . . . . . . . . . . . . . . . . . . . . . . . . . . . . . . . . . . . . . . . . . . . . . . . . . . . . . . . . . . . . . . . . . . . . . . . . . . . . . . . . . . . . . . . . . . . . . . . . . . . . . . . . . . . . . . . . . . . . . . . . . . . . . . . . . . . . . . . . . .: [366, 379, 2308, 391]
toc-entry-number: 19.4: [63, 205, 82, 217]
toc-entry-number: 17.8: [63, 111, 82, 123]
toc-entry: [38, 138, 2286, 151]
toc-entry-title-line: Открытие оболочки: [87, 688, 175, 700]
toc-entry-number: 21: [47, 299, 58, 311]
toc-entry-number: 27: [47, 527, 58, 539]
toc-leader-dots: . . . . . . . . . . . . . . . . . . . . . . . . . . . . . . . . . . . . . . . . . . . . . . . . . . . . . . . . . . . . . . . . . . . . . . . . . . . . . . . . . . . . . . . . . . . . . . . . . . . . . . . . . . . . . . . . . . . . . . . . . . . . . . . . . . . . . . . . . . . . . . . . . . . . . . . . . . . . . . . . . . . . . . . . . . . . . . . . . . . . . . . . . . . . . . . . . . . . . . . .: [453, 125, 2395, 137]
toc-entry-number: 26: [47, 500, 58, 512]
toc-entry: [38, 526, 2183, 566]
toc-entry: [38, 714, 2105, 727]
